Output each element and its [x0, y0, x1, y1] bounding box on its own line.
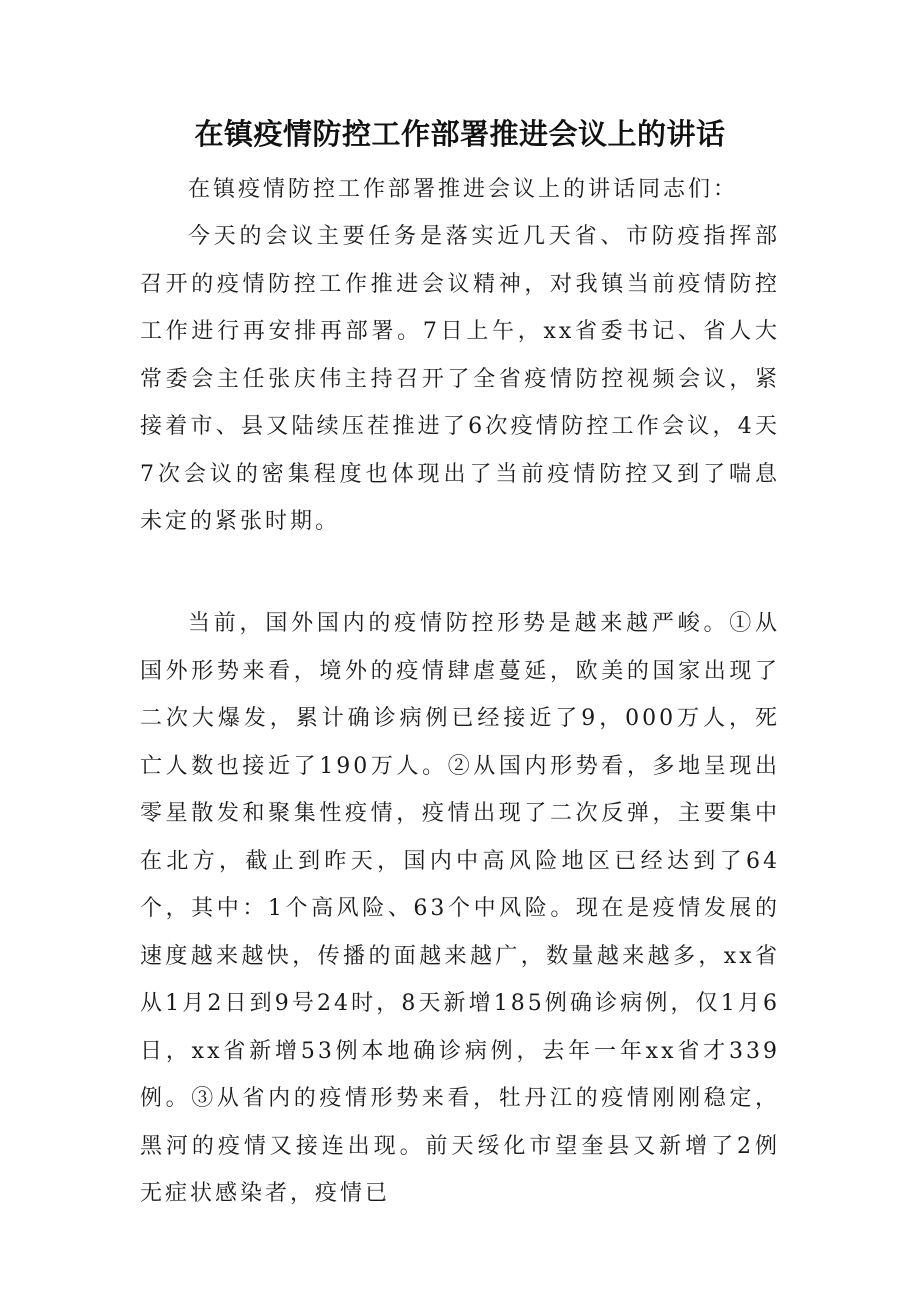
paragraph-meeting-tasks: 今天的会议主要任务是落实近几天省、市防疫指挥部召开的疫情防控工作推进会议精神，对我镇当前疫情防控工作进行再安排再部署。7日上午，xx省委书记、省人大常委会主任张庆伟主持召开了全省疫情防控视频会议，紧接着市、县又陆续压茬推进了6次疫情防控工作会议，4天7次会议的密集程度也体现出了当前疫情防控又到了喘息未定的紧张时期。	[140, 224, 780, 534]
paragraph-epidemic-situation: 当前，国外国内的疫情防控形势是越来越严峻。①从国外形势来看，境外的疫情肆虐蔓延，欧美的国家出现了二次大爆发，累计确诊病例已经接近了9，000万人，死亡人数也接近了190万人。②从国内形势看，多地呈现出零星散发和聚集性疫情，疫情出现了二次反弹，主要集中在北方，截止到昨天，国内中高风险地区已经达到了64个，其中：1个高风险、63个中风险。现在是疫情发展的速度越来越快，传播的面越来越广，数量越来越多，xx省从1月2日到9号24时，8天新增185例确诊病例，仅1月6日，xx省新增53例本地确诊病例，去年一年xx省才339例。③从省内的疫情形势来看，牡丹江的疫情刚刚稳定，黑河的疫情又接连出现。前天绥化市望奎县又新增了2例无症状感染者，疫情已	[140, 611, 780, 1206]
greeting-line: 在镇疫情防控工作部署推进会议上的讲话同志们：	[188, 177, 739, 202]
document-title: 在镇疫情防控工作部署推进会议上的讲话	[194, 117, 726, 151]
